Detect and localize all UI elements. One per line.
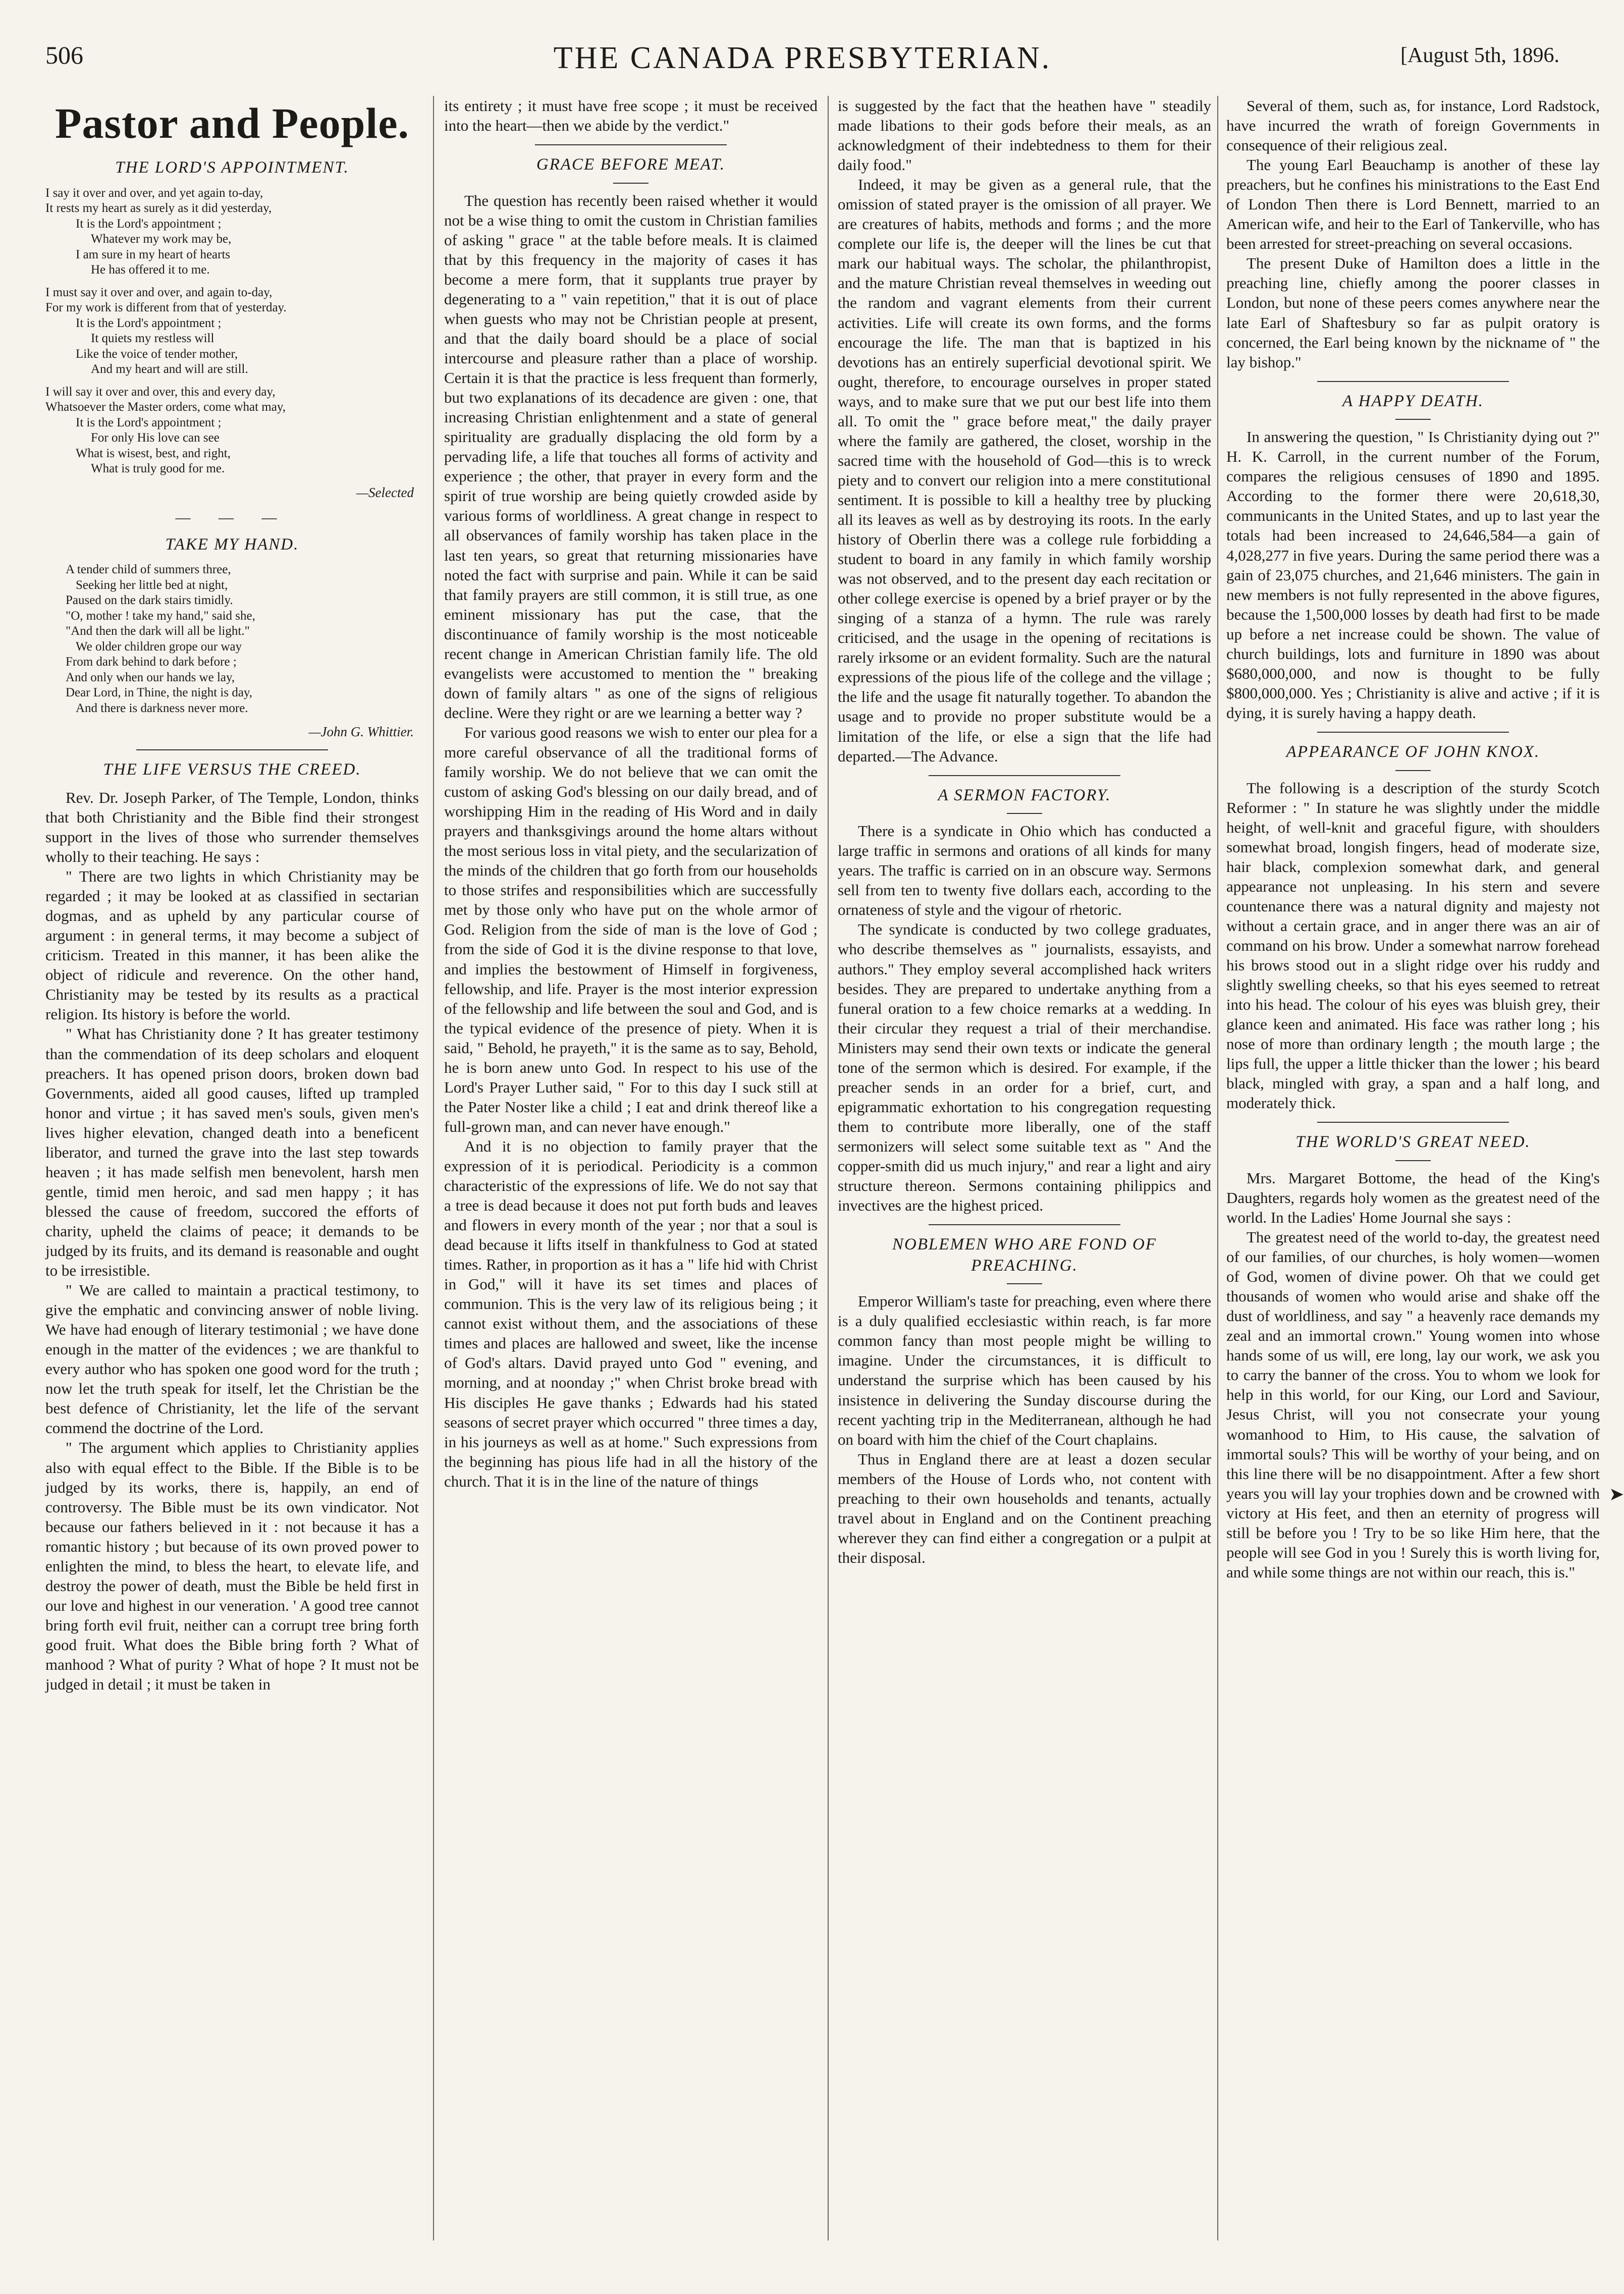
column-rule — [1217, 96, 1218, 2241]
poem-line: I say it over and over, and yet again to-day, — [45, 186, 263, 200]
paragraph: The greatest need of the world to-day, the greatest need of our families, of our churches, is holy women—women of God, women of divine power. Oh that we could get thousands of women who would arise and shake off the dust of worldliness, and say " a heavenly race demands my zeal and an immortal crown." Young women into whose hands some of us will, ere long, lay our work, we ask you to carry the banner of the cross. You to whom we look for help in this world, for our King, our Lord and Saviour, Jesus Christ, will you not consecrate your young womanhood to Him, to His cause, the salvation of immortal souls? This will be worthy of your being, and on this line there will be no disappointment. After a few short years you will lay your trophies down and be crowned with victory at His feet, and then an eternity of progress will still be before you ! Try to be so like Him here, that the people will see God in you ! Surely this is worth living for, and while some things are not within our reach, this is." — [1226, 1228, 1600, 1581]
paragraph: The following is a description of the sturdy Scotch Reformer : " In stature he was slightly under the middle height, of well-knit and graceful figure, with shoulders somewhat broad, longish fingers, head of moderate size, hair black, complexion somewhat dark, and general appearance not unpleasing. In his stern and severe countenance there was a natural dignity and majesty not without a certain grace, and in anger there was an air of command on his brow. Under a somewhat narrow forehead his brows stood out in a slight ridge over his ruddy and slightly swelling cheeks, so that his eyes seemed to retreat into his head. The colour of his eyes was bluish grey, their glance keen and animated. His face was rather long ; his nose of more than ordinary length ; the mouth large ; the lips full, the upper a little thicker than the lower ; his beard black, mingled with gray, a span and a half long, and moderately thick. — [1226, 779, 1600, 1112]
masthead: THE CANADA PRESBYTERIAN. — [553, 41, 1052, 75]
page-number: 506 — [45, 41, 83, 69]
paragraph: The young Earl Beauchamp is another of these lay preachers, but he confines his ministrations to the East End of London Then there is Lord Bennett, married to an American wife, and heir to the Earl of Tankerville, who has been arrested for street-preaching on several occasions. — [1226, 156, 1600, 253]
paragraph: " What has Christianity done ? It has greater testimony than the commendation of its deep scholars and eloquent preachers. It has opened prison doors, broken down bad Governments, aided all good causes, lifted up trampled honor and virtue ; it has saved men's souls, given men's lives higher elevation, changed death into a beneficent liberator, and turned the grave into the last step towards heaven ; it has made selfish men benevolent, harsh men gentle, timid men heroic, and sad men happy ; it has blessed the cause of freedom, succored the efforts of charity, upheld the claims of peace; it demands to be judged by its fruits, and its demand is reasonable and ought to be irresistible. — [45, 1025, 419, 1280]
poem-line: Like the voice of tender mother, — [76, 347, 238, 361]
poem-line: And only when our hands we lay, — [66, 670, 235, 684]
paragraph: The syndicate is conducted by two college graduates, who describe themselves as " journalists, essayists, and authors." They employ several accomplished hack writers besides. They are prepared to undertake anything from a funeral oration to a few choice remarks at a wedding. In their circular they request a trial of their merchandise. Ministers may send their own texts or indicate the general tone of the sermon which is desired. For example, if the preacher sends in an order for a brief, curt, and epigrammatic exhortation to his congregation requesting them to contribute more liberally, one of the staff sermonizers will select some suitable text as " And the copper-smith did us much injury," and rear a light and airy structure thereon. Sermons containing philippics and invectives are the highest priced. — [838, 920, 1211, 1215]
paragraph: Several of them, such as, for instance, Lord Radstock, have incurred the wrath of foreign Governments in consequence of their religious zeal. — [1226, 97, 1600, 154]
column-4 — [1226, 96, 1600, 2256]
article-title: THE WORLD'S GREAT NEED. — [1295, 1133, 1531, 1152]
poem — [45, 186, 419, 477]
paragraph-continued: its entirety ; it must have free scope ; it must be received into the heart—then we abide by the verdict." — [444, 97, 818, 135]
title-underline — [1395, 770, 1431, 771]
title-underline — [1007, 813, 1042, 814]
poem-line: What is wisest, best, and right, — [76, 446, 231, 460]
poem-line: It rests my heart as surely as it did yesterday, — [45, 201, 272, 215]
separator — [1317, 381, 1509, 382]
paragraph: In answering the question, " Is Christianity dying out ?" H. K. Carroll, in the current number of the Forum, compares the religious censuses of 1890 and 1895. According to the former there were 20,618,30, communicants in the United States, and up to last year the totals had been increased to 24,646,584—a gain of 4,028,277 in five years. During the same period there was a gain of 23,075 churches, and 21,646 ministers. The gain in new members is not fully represented in the above figures, because the 1,500,000 losses by death had first to be made up before a net increase could be shown. The value of church buildings, lots and furniture in 1890 was about $680,000,000, and now is thought to be fully $800,000,000. Yes ; Christianity is alive and active ; if it is dying, it is surely having a happy death. — [1226, 428, 1600, 722]
paragraph: For various good reasons we wish to enter our plea for a more careful observance of all the traditional forms of family worship. We do not believe that we can omit the custom of asking God's blessing on our daily bread, and of worshipping Him in the reading of His Word and in daily prayers and thanksgivings around the home altars without the most serious loss in vital piety, and the secularization of the minds of the children that go forth from our households to those strifes and responsibilities which are successfully met by those only who have put on the whole armor of God. Religion from the side of man is the love of God ; from the side of God it is the divine response to that love, and implies the bestowment of Himself in forgiveness, fellowship, and life. Prayer is the most interior expression of the fellowship and life between the soul and God, and is the typical evidence of the presence of piety. When it is said, " Behold, he prayeth," it is the same as to say, Behold, he is born anew unto God. In respect to his use of the Lord's Prayer Luther said, " For to this day I suck still at the Pater Noster like a child ; I eat and drink thereof like a full-grown man, and can never have enough." — [444, 723, 818, 1135]
attribution: —John G. Whittier. — [308, 724, 414, 740]
title-underline — [613, 183, 648, 184]
issue-date: [August 5th, 1896. — [1400, 44, 1559, 67]
paragraph: The question has recently been raised whether it would not be a wise thing to omit the custom in Christian families of asking " grace " at the table before meals. It is claimed that by this frequency in the majority of cases it has become a mere form, that it supplants true prayer by degenerating to a " vain repetition," that it is out of place when guests who may not be Christian people at present, and that the daily board should be a place of social intercourse and pleasure rather than a place of worship. Certain it is that the practice is less frequent than formerly, but two explanations of its decadence are given : one, that increasing Christian enlightenment and a state of general spirituality are gradually displacing the old form by a pervading life, a life that touches all forms of activity and experience ; the other, that prayer in every form and the spirit of true worship are being quietly crowded aside by various forms of worldliness. A great change in respect to all observances of family worship has taken place in the last ten years, so great that returning missionaries have noted the fact with surprise and pain. While it can be said that family prayers are still common, it is still true, as one eminent missionary has put the case, that the discontinuance of family worship is the most noticeable recent change in American Christian family life. The old evangelists were accustomed to mention the " breaking down of family altars " as one of the signs of religious decline. Were they right or are we learning a better way ? — [444, 191, 818, 722]
article-title: TAKE MY HAND. — [165, 535, 299, 554]
poem-line: It is the Lord's appointment ; — [76, 316, 222, 330]
separator — [1317, 732, 1509, 733]
poem-line: For my work is different from that of yesterday. — [45, 301, 287, 315]
paragraph: " There are two lights in which Christianity may be regarded ; it may be looked at as classified in sectarian dogmas, and as upheld by any particular course of argument : in general terms, it may become a subject of criticism. Treated in this manner, it has been alike the object of ridicule and reverence. On the other hand, Christianity may be tested by its results as a practical religion. Its history is before the world. — [45, 867, 419, 1023]
column-1 — [45, 96, 419, 2256]
article-title: A SERMON FACTORY. — [938, 786, 1111, 804]
page-header — [45, 40, 1559, 81]
poem-line: Dear Lord, in Thine, the night is day, — [66, 686, 253, 700]
department-heading: Pastor and People. — [55, 99, 409, 147]
paragraph: Indeed, it may be given as a general rule, that the omission of stated prayer is the omission of all prayer. We are creatures of habits, methods and forms ; and the more complete our life is, the deeper will the lines be cut that mark our habitual ways. The scholar, the philanthropist, and the mature Christian reveal themselves in weeding out the random and vagrant elements from their current activities. Life will create its own forms, and the forms encourage the life. The man that is baptized in his devotions has an entirely superficial devotional spirit. We ought, therefore, to encourage ourselves in proper stated ways, and to make sure that we put our best life into them all. To omit the " grace before meat," the daily prayer where the family are gathered, the closet, worship in the sacred time with the household of God—this is to wreck piety and to convert our religion into a mere constitutional sentiment. It is possible to kill a healthy tree by plucking all its leaves as well as by destroying its roots. In the early history of Oberlin there was a college rule forbidding a student to board in any family in which family worship was not observed, and to the present day each recitation or other college exercise is opened by a brief prayer or by the singing of a stanza of a hymn. The rule was rarely criticised, and the usage in the opening of recitations is rarely irksome or an evident formality. Such are the natural expressions of the pious life of the college and the village ; the life and the usage fit naturally together. To abandon the usage and to provide no proper substitute would be a limitation of the life, or else a sign that the life had departed.—The Advance. — [838, 176, 1211, 765]
poem-line: He has offered it to me. — [91, 263, 210, 277]
poem-line: Whatever my work may be, — [91, 232, 232, 246]
poem-line: For only His love can see — [91, 431, 220, 445]
poem-line: "And then the dark will all be light." — [66, 624, 250, 638]
separator — [929, 775, 1120, 776]
poem-line: I must say it over and over, and again to-day, — [45, 285, 273, 299]
column-3 — [838, 96, 1211, 2256]
article-title: THE LORD'S APPOINTMENT. — [115, 158, 349, 177]
separator — [535, 144, 727, 145]
margin-arrow-icon: ➤ — [1609, 1484, 1624, 1504]
poem-line: It quiets my restless will — [91, 332, 214, 346]
poem-line: We older children grope our way — [76, 639, 242, 653]
poem-line: It is the Lord's appointment ; — [76, 415, 222, 429]
poem-line: I am sure in my heart of hearts — [76, 247, 231, 261]
poem-line: "O, mother ! take my hand," said she, — [66, 609, 255, 623]
attribution: —Selected — [356, 484, 414, 500]
separator: — — — — [175, 509, 289, 526]
paragraph: There is a syndicate in Ohio which has conducted a large traffic in sermons and orations of all kinds for many years. The traffic is carried on in an obscure way. Sermons sell from ten to twenty five dollars each, according to the ornateness of style and the vigour of rhetoric. — [838, 822, 1211, 919]
column-2 — [444, 96, 818, 2256]
column-rule — [433, 96, 434, 2241]
separator — [929, 1224, 1120, 1225]
poem-line: From dark behind to dark before ; — [66, 655, 237, 669]
column-rule — [828, 96, 829, 2241]
poem-line: I will say it over and over, this and every day, — [45, 385, 276, 399]
poem-line: A tender child of summers three, — [66, 563, 231, 577]
poem — [45, 562, 419, 716]
paragraph: Mrs. Margaret Bottome, the head of the King's Daughters, regards holy women as the greatest need of the world. In the Ladies' Home Journal she says : — [1226, 1169, 1600, 1226]
title-underline — [1395, 1160, 1431, 1161]
poem-line: Whatsoever the Master orders, come what may, — [45, 400, 286, 414]
article-title: THE LIFE VERSUS THE CREED. — [103, 760, 361, 779]
paragraph-continued: is suggested by the fact that the heathen have " steadily made libations to their gods before their meals, as an acknowledgment of their indebtedness to them for their daily food." — [838, 97, 1211, 174]
poem-line: What is truly good for me. — [91, 462, 225, 476]
paragraph: " The argument which applies to Christianity applies also with equal effect to the Bible. If the Bible is to be judged by its works, there is, happily, an end of controversy. The Bible must be its own vindicator. Not because our fathers believed in it : not because it has a romantic history ; but because of its own proved power to enlighten the mind, to bless the heart, to elevate life, and destroy the power of death, must the Bible be held first in our love and highest in our veneration. ' A good tree cannot bring forth evil fruit, neither can a corrupt tree bring forth good fruit. What does the Bible bring forth ? What of manhood ? What of purity ? What of hope ? It must not be judged in detail ; it must be taken in — [45, 1439, 419, 1694]
separator — [136, 749, 328, 750]
title-underline — [1007, 1283, 1042, 1284]
article-title: NOBLEMEN WHO ARE FOND OF PREACHING. — [892, 1235, 1157, 1275]
article-title: GRACE BEFORE MEAT. — [536, 155, 726, 174]
article-title: A HAPPY DEATH. — [1342, 392, 1484, 410]
paragraph: Rev. Dr. Joseph Parker, of The Temple, London, thinks that both Christianity and the Bible find their strongest support in the lives of those who surrender themselves wholly to their teaching. He says : — [45, 788, 419, 866]
paragraph: Emperor William's taste for preaching, even where there is a duly qualified ecclesiastic within reach, is far more common fancy than most people might be willing to imagine. Under the circumstances, it is difficult to understand the surprise which has been caused by his insistence in delivering the Sunday discourse during the recent yachting trip in the Mediterranean, although he had on board with him the chief of the Court chaplains. — [838, 1292, 1211, 1448]
paragraph: The present Duke of Hamilton does a little in the preaching line, chiefly among the poorer classes in London, but none of these peers comes anywhere near the late Earl of Shaftesbury so far as pulpit oratory is concerned, the Earl being known by the nickname of " the lay bishop." — [1226, 254, 1600, 371]
title-underline — [1395, 419, 1431, 420]
poem-line: And there is darkness never more. — [76, 701, 248, 715]
poem-line: Paused on the dark stairs timidly. — [66, 593, 233, 608]
paragraph: Thus in England there are at least a dozen secular members of the House of Lords who, not content with preaching to their own households and tenants, actually travel about in England and on the Continent preaching wherever they can find either a congregation or a pulpit at their disposal. — [838, 1450, 1211, 1566]
paragraph: And it is no objection to family prayer that the expression of it is periodical. Periodicity is a common characteristic of the expressions of life. We do not say that a tree is dead because it does not put forth buds and leaves and flowers in every month of the year ; nor that a soul is dead because it lifts itself in thankfulness to God at stated times. Rather, in proportion as it has a " life hid with Christ in God," will it have its set times and places of communion. This is the very law of its religious being ; it cannot exist without them, and the associations of these times and places are hallowed and sweet, like the incense of God's altars. David prayed unto God " evening, and morning, and at noonday ;" when Christ broke bread with His disciples He gave thanks ; Edwards had his stated seasons of secret prayer which occurred " three times a day, in his journeys as well as at home." Such expressions from the beginning has pious life had in all the history of the church. That it is in the line of the nature of things — [444, 1137, 818, 1490]
poem-line: It is the Lord's appointment ; — [76, 216, 222, 231]
paragraph: " We are called to maintain a practical testimony, to give the emphatic and convincing answer of noble living. We have had enough of literary testimonial ; we have done enough in the matter of the evidences ; we are thankful to every author who has spoken one good word for the truth ; now let the truth speak for itself, let the Christian be the best defence of Christianity, let the life of the servant commend the doctrine of the Lord. — [45, 1281, 419, 1437]
article-title: APPEARANCE OF JOHN KNOX. — [1286, 742, 1540, 761]
separator — [1317, 1122, 1509, 1123]
poem-line: Seeking her little bed at night, — [76, 578, 228, 592]
poem-line: And my heart and will are still. — [91, 362, 248, 376]
